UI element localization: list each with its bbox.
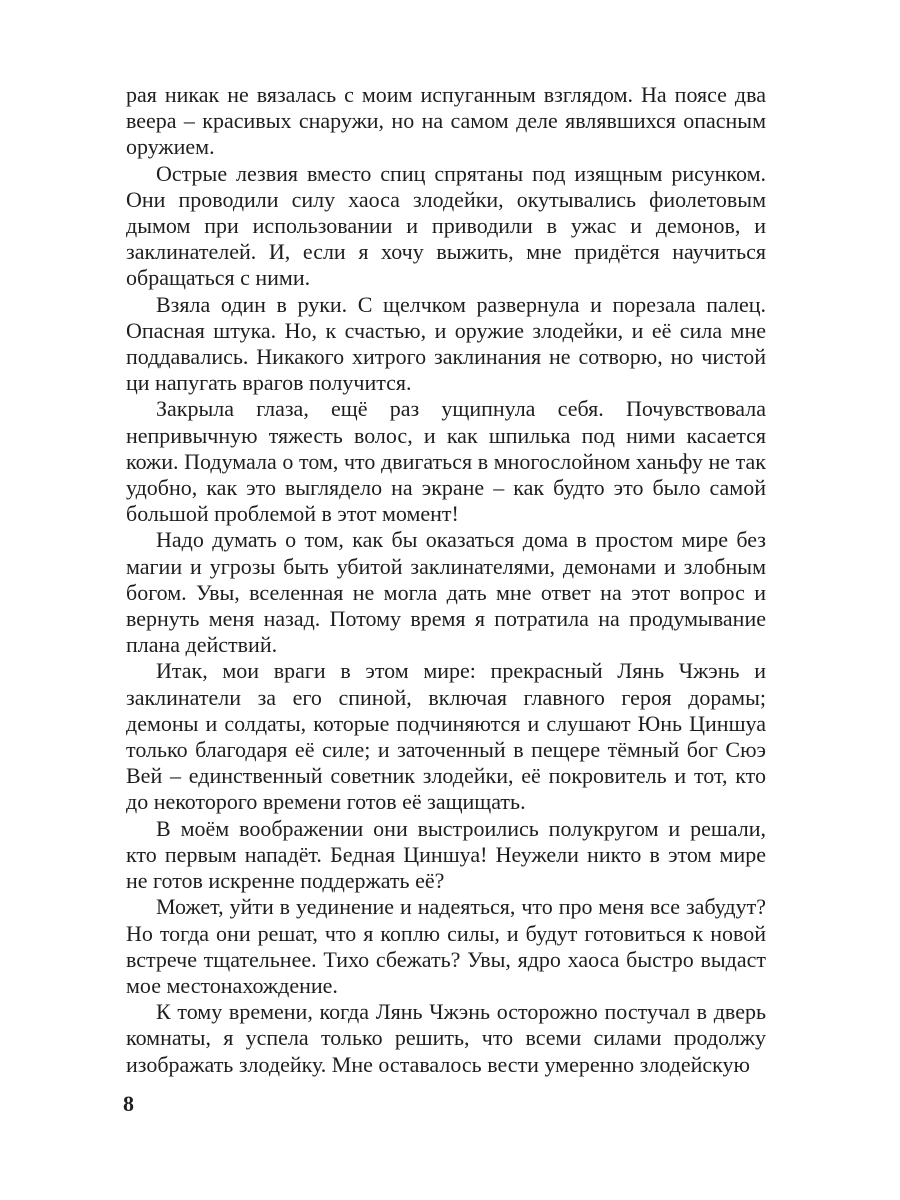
body-text xyxy=(126,82,766,1078)
paragraph: Итак, мои враги в этом мире: прекрасный Лянь Чжэнь и заклинатели за его спиной, включая главного героя дорамы; демоны и солдаты, которые подчиняются и слушают Юнь Циншуа только благодаря её силе; и заточенный в пещере тёмный бог Сюэ Вей – единственный советник злодейки, её покровитель и тот, кто до некоторого времени готов её защищать. xyxy=(126,658,766,815)
paragraph: Может, уйти в уединение и надеяться, что про меня все забудут? Но тогда они решат, что я коплю силы, и будут готовиться к новой встрече тщательнее. Тихо сбежать? Увы, ядро хаоса быстро выдаст мое местонахождение. xyxy=(126,894,766,998)
paragraph: Взяла один в руки. С щелчком развернула и порезала палец. Опасная штука. Но, к счастью, и оружие злодейки, и её сила мне поддавались. Никакого хитрого заклинания не сотворю, но чистой ци напугать врагов получится. xyxy=(126,291,766,396)
paragraph: Надо думать о том, как бы оказаться дома в простом мире без магии и угрозы быть убитой заклинателями, демонами и злобным богом. Увы, вселенная не могла дать мне ответ на этот вопрос и вернуть меня назад. Потому время я потратила на продумывание плана действий. xyxy=(126,527,766,658)
page-number: 8 xyxy=(123,1091,134,1116)
paragraph: рая никак не вязалась с моим испуганным взглядом. На поясе два веера – красивых снаружи, но на самом деле являвшихся опасным оружием. xyxy=(126,82,766,160)
paragraph: В моём воображении они выстроились полукругом и решали, кто первым нападёт. Бедная Циншуа! Неужели никто в этом мире не готов искренне поддержать её? xyxy=(126,815,766,894)
paragraph: Острые лезвия вместо спиц спрятаны под изящным рисунком. Они проводили силу хаоса злодейки, окутывались фиолетовым дымом при использовании и приводили в ужас и демонов, и заклинателей. И, если я хочу выжить, мне придётся научиться обращаться с ними. xyxy=(126,160,766,291)
paragraph: К тому времени, когда Лянь Чжэнь осторожно постучал в дверь комнаты, я успела только решить, что всеми силами продолжу изображать злодейку. Мне оставалось вести умеренно злодейскую xyxy=(126,999,766,1077)
paragraph: Закрыла глаза, ещё раз ущипнула себя. Почувствовала непривычную тяжесть волос, и как шпилька под ними касается кожи. Подумала о том, что двигаться в многослойном ханьфу не так удобно, как это выглядело на экране – как будто это было самой большой проблемой в этот момент! xyxy=(126,396,766,527)
